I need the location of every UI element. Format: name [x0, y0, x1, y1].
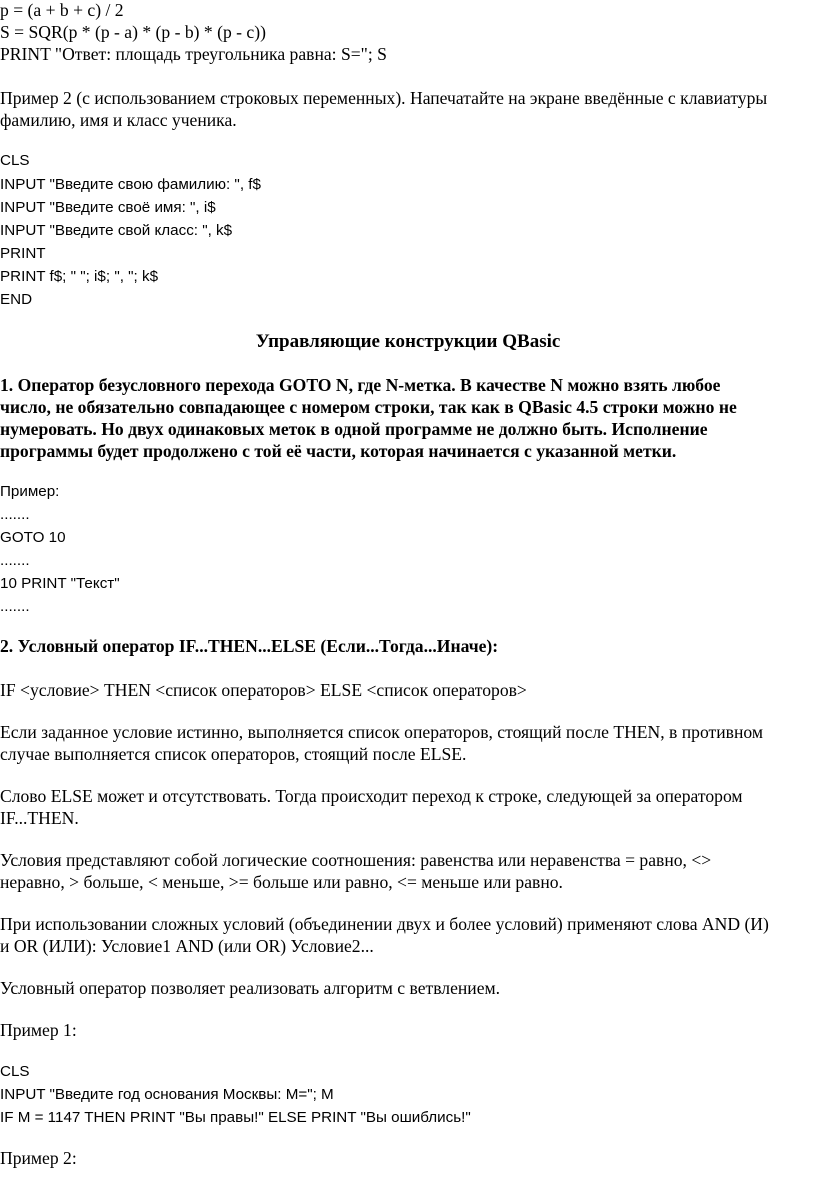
section-title: Управляющие конструкции QBasic — [255, 331, 561, 352]
code-line: CLS — [0, 1063, 30, 1080]
code-line: PRINT — [0, 245, 46, 262]
code-line: ....... — [0, 552, 30, 569]
syntax-line: IF <условие> THEN <список операторов> ELSE <список операторов> — [0, 680, 527, 700]
code-line: ....... — [0, 598, 30, 615]
bold-heading-line: число, не обязательно совпадающее с номером строки, так как в QBasic 4.5 строки можно не — [0, 397, 737, 417]
code-line: CLS — [0, 152, 30, 169]
example-label: Пример 2: — [0, 1148, 77, 1168]
bold-heading-line: 2. Условный оператор IF...THEN...ELSE (Если...Тогда...Иначе): — [0, 636, 499, 656]
bold-heading-line: программы будет продолжено с той её части, которая начинается с указанной метки. — [0, 441, 677, 461]
paragraph-line: фамилию, имя и класс ученика. — [0, 110, 237, 130]
code-line: Пример: — [0, 483, 60, 500]
code-line: PRINT f$; " "; i$; ", "; k$ — [0, 268, 159, 285]
code-line: p = (a + b + c) / 2 — [0, 0, 124, 20]
code-line: ....... — [0, 506, 30, 523]
paragraph-line: Условия представляют собой логические соотношения: равенства или неравенства = равно, <> — [0, 850, 712, 870]
bold-heading-line: 1. Оператор безусловного перехода GOTO N, где N-метка. В качестве N можно взять любое — [0, 375, 721, 395]
code-line: S = SQR(p * (p - a) * (p - b) * (p - c)) — [0, 22, 266, 42]
paragraph-line: IF...THEN. — [0, 808, 79, 828]
code-line: IF M = 1147 THEN PRINT "Вы правы!" ELSE PRINT "Вы ошиблись!" — [0, 1109, 471, 1126]
code-line: INPUT "Введите год основания Москвы: М="; M — [0, 1086, 334, 1103]
code-line: GOTO 10 — [0, 529, 66, 546]
code-line: INPUT "Введите свою фамилию: ", f$ — [0, 176, 261, 193]
paragraph-line: Слово ELSE может и отсутствовать. Тогда происходит переход к строке, следующей за оператором — [0, 786, 743, 806]
paragraph-line: При использовании сложных условий (объединении двух и более условий) применяют слова AND (И) — [0, 914, 769, 934]
paragraph-line: неравно, > больше, < меньше, >= больше или равно, <= меньше или равно. — [0, 872, 563, 892]
paragraph-line: Если заданное условие истинно, выполняется список операторов, стоящий после THEN, в противном — [0, 722, 763, 742]
paragraph-line: Пример 2 (с использованием строковых переменных). Напечатайте на экране введённые с клавиатуры — [0, 88, 768, 108]
code-line: PRINT "Ответ: площадь треугольника равна: S="; S — [0, 44, 387, 64]
code-line: INPUT "Введите свой класс: ", k$ — [0, 222, 233, 239]
code-line: 10 PRINT "Текст" — [0, 575, 120, 592]
bold-heading-line: нумеровать. Но двух одинаковых меток в одной программе не должно быть. Исполнение — [0, 419, 708, 439]
paragraph-line: и OR (ИЛИ): Условие1 AND (или OR) Условие2... — [0, 936, 374, 956]
code-line: END — [0, 291, 33, 308]
example-label: Пример 1: — [0, 1020, 77, 1040]
paragraph-line: случае выполняется список операторов, стоящий после ELSE. — [0, 744, 467, 764]
paragraph-line: Условный оператор позволяет реализовать алгоритм с ветвлением. — [0, 978, 501, 998]
code-line: INPUT "Введите своё имя: ", i$ — [0, 199, 216, 216]
